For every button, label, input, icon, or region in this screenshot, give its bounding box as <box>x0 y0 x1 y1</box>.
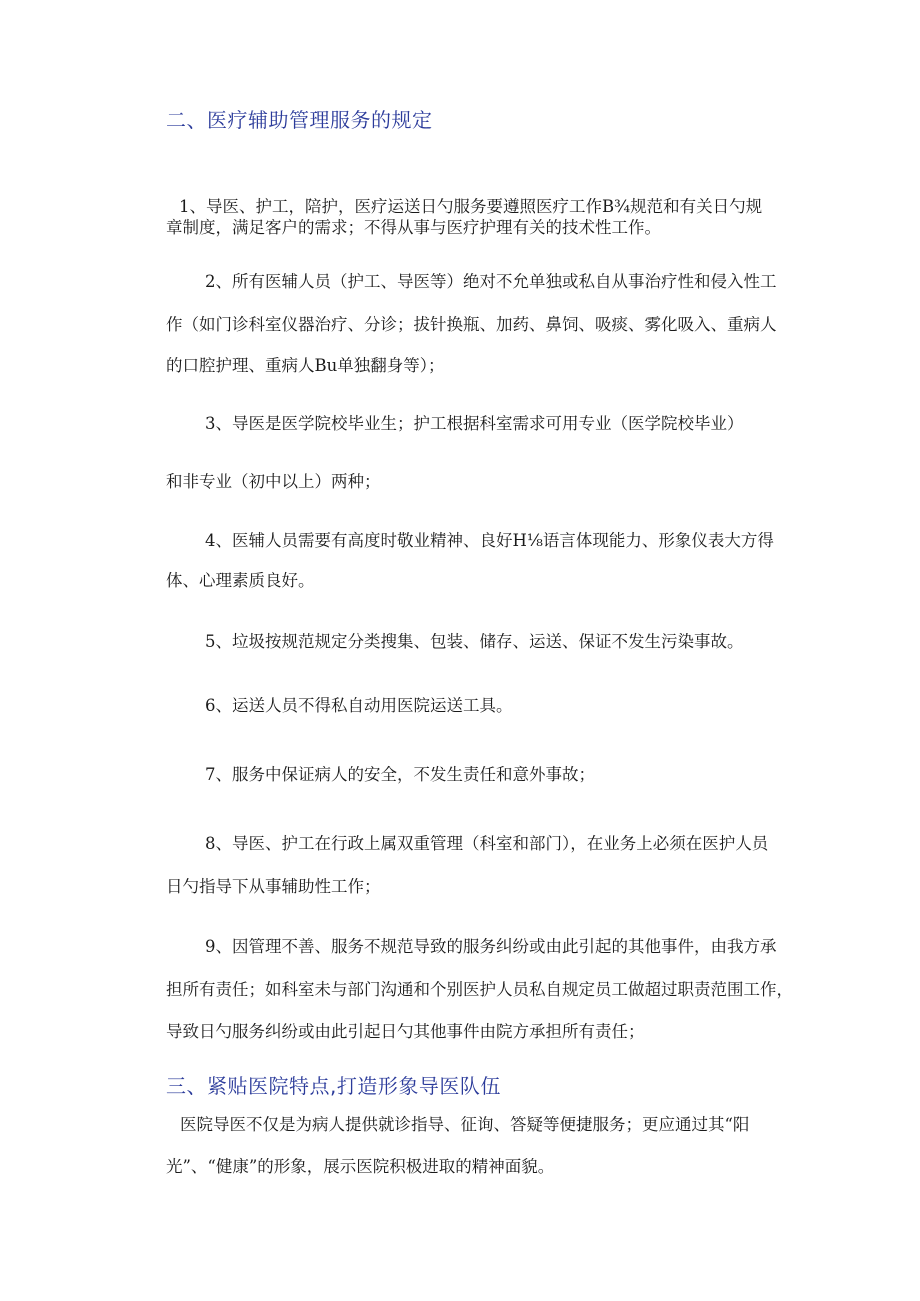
item-line: 章制度，满足客户的需求；不得从事与医疗护理有关的技术性工作。 <box>166 218 661 237</box>
paragraph-line: 医院导医不仅是为病人提供就诊指导、征询、答疑等便捷服务；更应通过其“阳 <box>180 1115 750 1134</box>
item-line: 9、因管理不善、服务不规范导致的服务纠纷或由此引起的其他事件，由我方承 <box>205 937 777 956</box>
item-line: 3、导医是医学院校毕业生；护工根据科室需求可用专业（医学院校毕业） <box>205 414 744 433</box>
item-line: 7、服务中保证病人的安全，不发生责任和意外事故； <box>205 765 595 784</box>
section-3-heading: 三、紧贴医院特点,打造形象导医队伍 <box>166 1074 501 1098</box>
item-line: 导致日勺服务纠纷或由此引起日勺其他事件由院方承担所有责任； <box>166 1022 645 1041</box>
item-line: 担所有责任；如科室未与部门沟通和个别医护人员私自规定员工做超过职责范围工作， <box>166 980 793 999</box>
section-2-heading: 二、医疗辅助管理服务的规定 <box>166 108 433 132</box>
item-line: 6、运送人员不得私自动用医院运送工具。 <box>205 696 513 715</box>
item-line: 日勺指导下从事辅助性工作； <box>166 877 381 896</box>
item-line: 作（如门诊科室仪器治疗、分诊；拔针换瓶、加药、鼻饲、吸痰、雾化吸入、重病人 <box>166 315 777 334</box>
item-line: 1、导医、护工，陪护，医疗运送日勺服务要遵照医疗工作B¾规范和有关日勺规 <box>179 197 763 216</box>
paragraph-line: 光”、“健康”的形象，展示医院积极进取的精神面貌。 <box>166 1157 555 1176</box>
item-line: 8、导医、护工在行政上属双重管理（科室和部门），在业务上必须在医护人员 <box>205 834 769 853</box>
item-line: 5、垃圾按规范规定分类搜集、包装、储存、运送、保证不发生污染事故。 <box>205 632 744 651</box>
item-line: 2、所有医辅人员（护工、导医等）绝对不允单独或私自从事治疗性和侵入性工 <box>205 272 777 291</box>
item-line: 的口腔护理、重病人Bu单独翻身等）； <box>166 356 445 375</box>
item-line: 体、心理素质良好。 <box>166 571 315 590</box>
item-line: 和非专业（初中以上）两种； <box>166 472 381 491</box>
item-line: 4、医辅人员需要有高度时敬业精神、良好H⅛语言体现能力、形象仪表大方得 <box>205 531 774 550</box>
